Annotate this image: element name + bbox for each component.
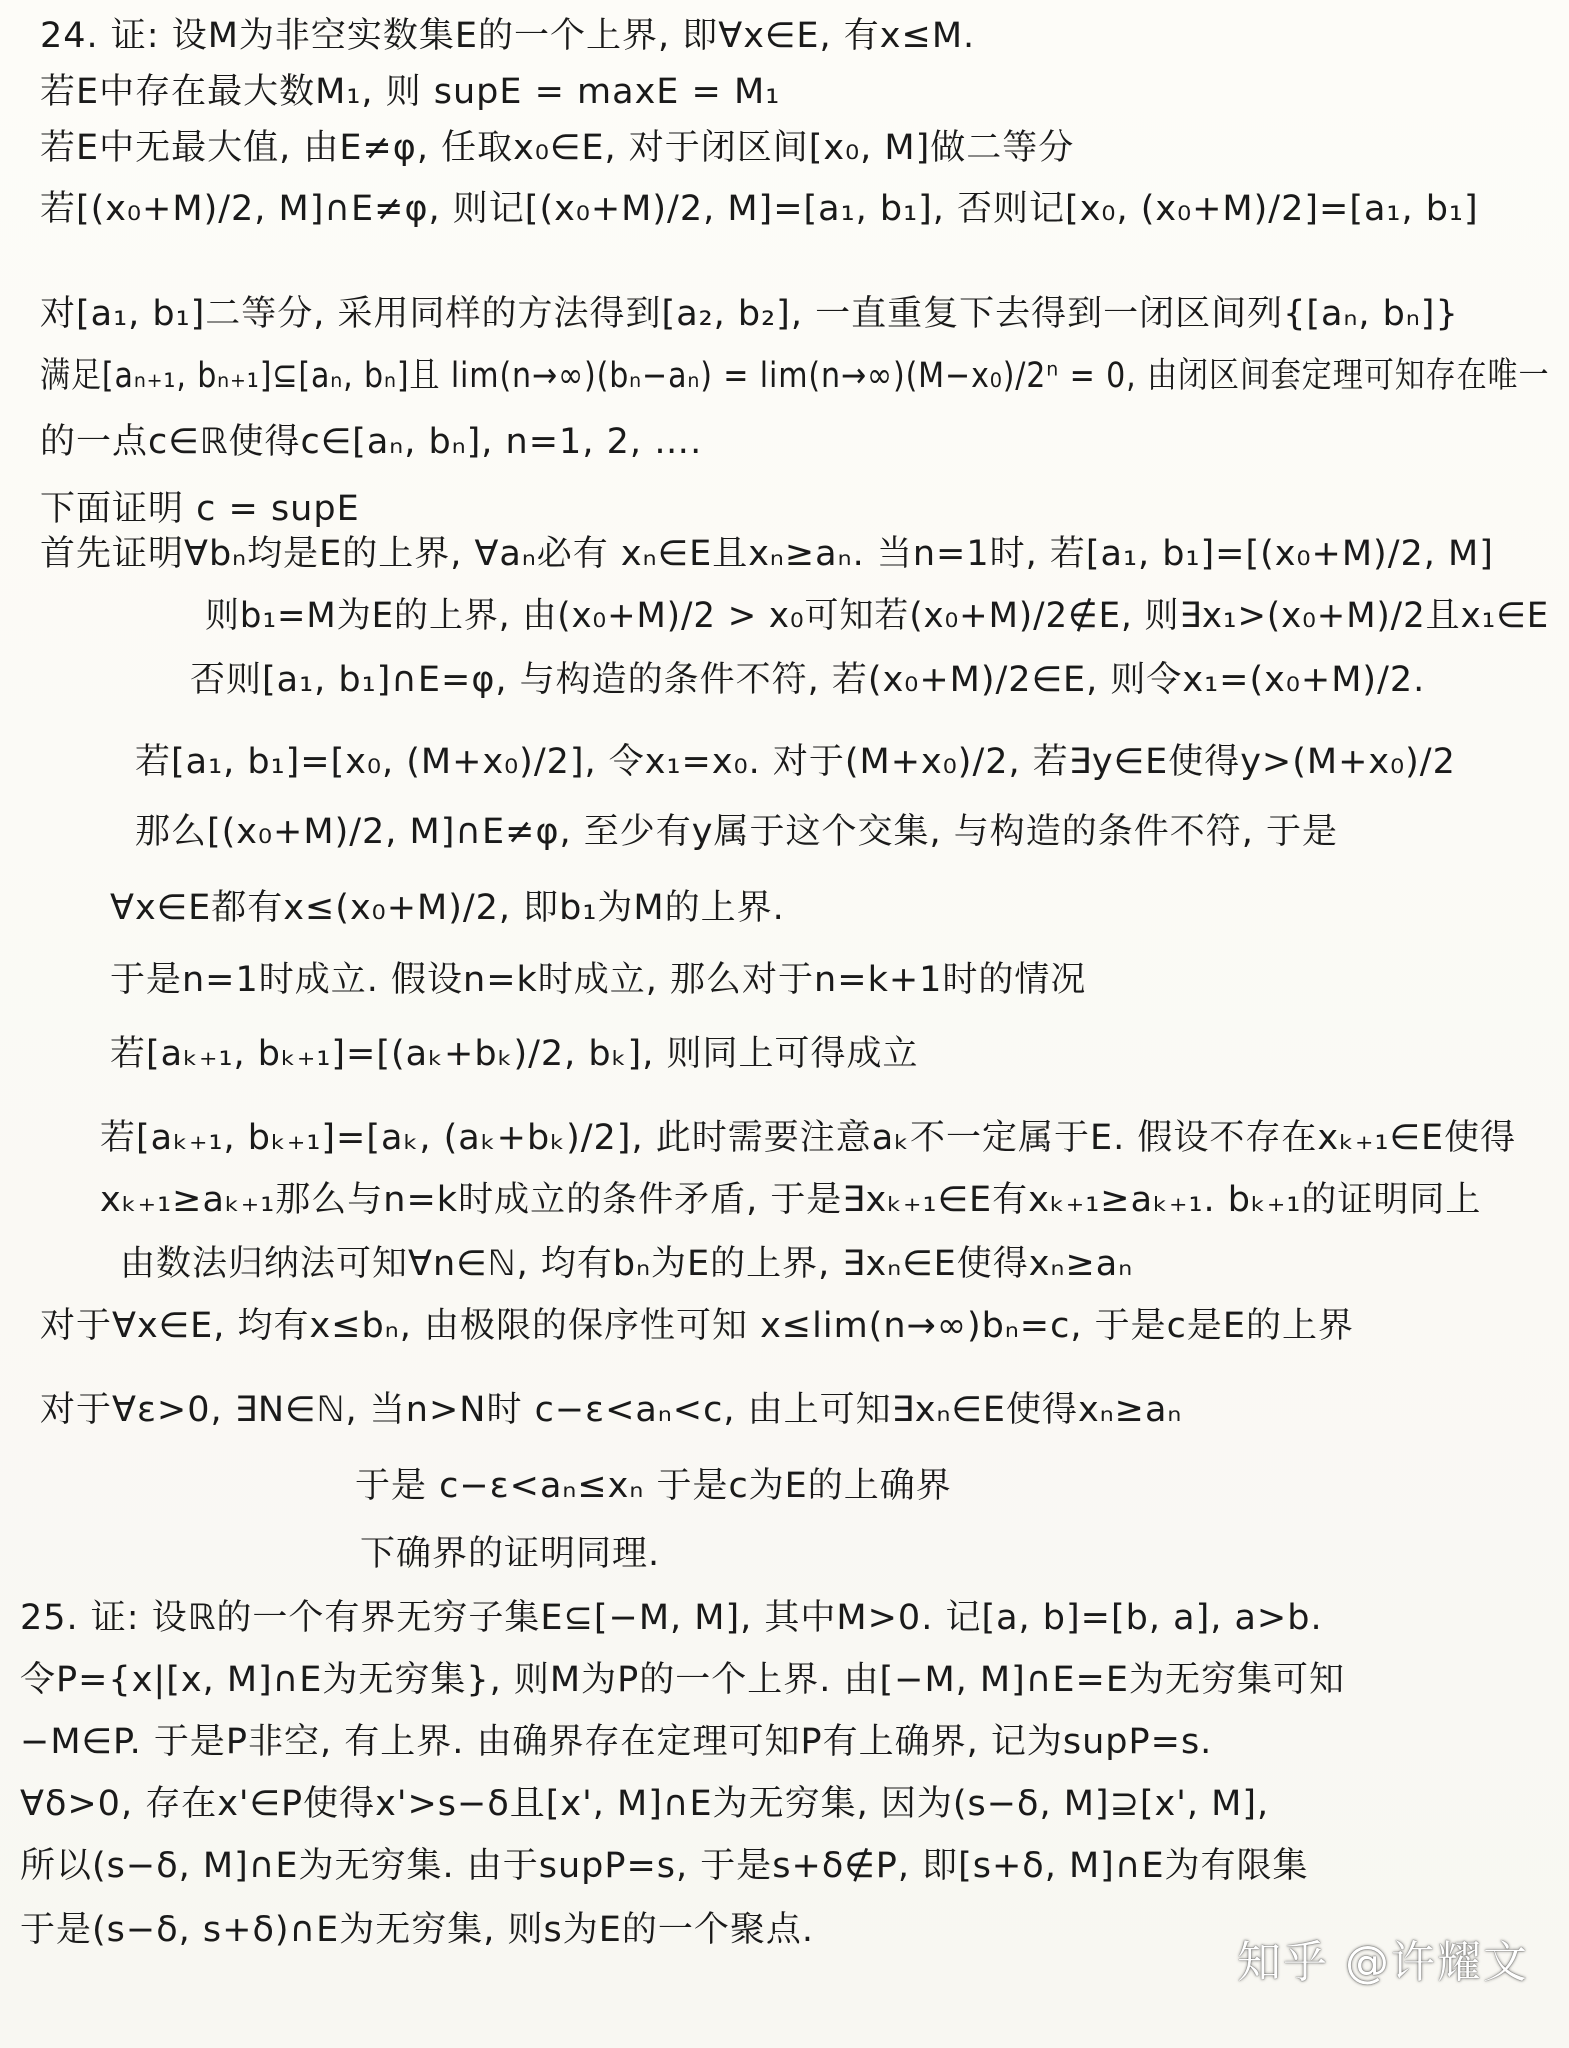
text-line: 于是(s−δ, s+δ)∩E为无穷集, 则s为E的一个聚点. (20, 1910, 814, 1950)
text-line: 25. 证: 设ℝ的一个有界无穷子集E⊆[−M, M], 其中M>0. 记[a, b]=[b, a], a>b. (20, 1598, 1323, 1638)
text-line: 满足[aₙ₊₁, bₙ₊₁]⊆[aₙ, bₙ]且 lim(n→∞)(bₙ−aₙ) = lim(n→∞)(M−x₀)/2ⁿ = 0, 由闭区间套定理可知存在唯一 (40, 356, 1550, 396)
text-line: 对于∀ε>0, ∃N∈ℕ, 当n>N时 c−ε<aₙ<c, 由上可知∃xₙ∈E使得xₙ≥aₙ (40, 1390, 1183, 1430)
text-line: xₖ₊₁≥aₖ₊₁那么与n=k时成立的条件矛盾, 于是∃xₖ₊₁∈E有xₖ₊₁≥aₖ₊₁. bₖ₊₁的证明同上 (100, 1180, 1482, 1220)
text-line: 那么[(x₀+M)/2, M]∩E≠φ, 至少有y属于这个交集, 与构造的条件不符, 于是 (135, 812, 1339, 852)
text-line: 下确界的证明同理. (360, 1534, 661, 1574)
text-line: 则b₁=M为E的上界, 由(x₀+M)/2 > x₀可知若(x₀+M)/2∉E, 则∃x₁>(x₀+M)/2且x₁∈E (205, 596, 1550, 636)
watermark-text: 知乎 @许耀文 (1237, 1937, 1529, 1988)
text-line: 若E中无最大值, 由E≠φ, 任取x₀∈E, 对于闭区间[x₀, M]做二等分 (40, 128, 1075, 168)
text-line: −M∈P. 于是P非空, 有上界. 由确界存在定理可知P有上确界, 记为supP=s. (20, 1722, 1213, 1762)
text-line: 下面证明 c = supE (40, 489, 360, 529)
text-line: 对[a₁, b₁]二等分, 采用同样的方法得到[a₂, b₂], 一直重复下去得到一闭区间列{[aₙ, bₙ]} (40, 294, 1459, 334)
text-line: 令P={x|[x, M]∩E为无穷集}, 则M为P的一个上界. 由[−M, M]∩E=E为无穷集可知 (20, 1660, 1345, 1700)
text-line: 于是 c−ε<aₙ≤xₙ 于是c为E的上确界 (355, 1466, 952, 1506)
text-line: 24. 证: 设M为非空实数集E的一个上界, 即∀x∈E, 有x≤M. (40, 16, 976, 56)
text-line: 于是n=1时成立. 假设n=k时成立, 那么对于n=k+1时的情况 (110, 960, 1087, 1000)
text-line: 首先证明∀bₙ均是E的上界, ∀aₙ必有 xₙ∈E且xₙ≥aₙ. 当n=1时, 若[a₁, b₁]=[(x₀+M)/2, M] (40, 534, 1494, 574)
text-line: ∀δ>0, 存在x'∈P使得x'>s−δ且[x', M]∩E为无穷集, 因为(s−δ, M]⊇[x', M], (20, 1784, 1270, 1824)
text-line: 若[a₁, b₁]=[x₀, (M+x₀)/2], 令x₁=x₀. 对于(M+x₀)/2, 若∃y∈E使得y>(M+x₀)/2 (135, 742, 1456, 782)
text-line: 对于∀x∈E, 均有x≤bₙ, 由极限的保序性可知 x≤lim(n→∞)bₙ=c, 于是c是E的上界 (40, 1306, 1354, 1346)
text-line: 若[(x₀+M)/2, M]∩E≠φ, 则记[(x₀+M)/2, M]=[a₁, b₁], 否则记[x₀, (x₀+M)/2]=[a₁, b₁] (40, 189, 1479, 229)
text-line: 由数法归纳法可知∀n∈ℕ, 均有bₙ为E的上界, ∃xₙ∈E使得xₙ≥aₙ (120, 1244, 1134, 1284)
text-line: 否则[a₁, b₁]∩E=φ, 与构造的条件不符, 若(x₀+M)/2∈E, 则令x₁=(x₀+M)/2. (190, 660, 1426, 700)
text-line: ∀x∈E都有x≤(x₀+M)/2, 即b₁为M的上界. (110, 888, 785, 928)
text-line: 若[aₖ₊₁, bₖ₊₁]=[(aₖ+bₖ)/2, bₖ], 则同上可得成立 (110, 1034, 919, 1074)
text-line: 所以(s−δ, M]∩E为无穷集. 由于supP=s, 于是s+δ∉P, 即[s+δ, M]∩E为有限集 (20, 1846, 1309, 1886)
text-line: 若E中存在最大数M₁, 则 supE = maxE = M₁ (40, 72, 781, 112)
text-line: 若[aₖ₊₁, bₖ₊₁]=[aₖ, (aₖ+bₖ)/2], 此时需要注意aₖ不一定属于E. 假设不存在xₖ₊₁∈E使得 (100, 1118, 1517, 1158)
text-line: 的一点c∈ℝ使得c∈[aₙ, bₙ], n=1, 2, …. (40, 422, 703, 462)
